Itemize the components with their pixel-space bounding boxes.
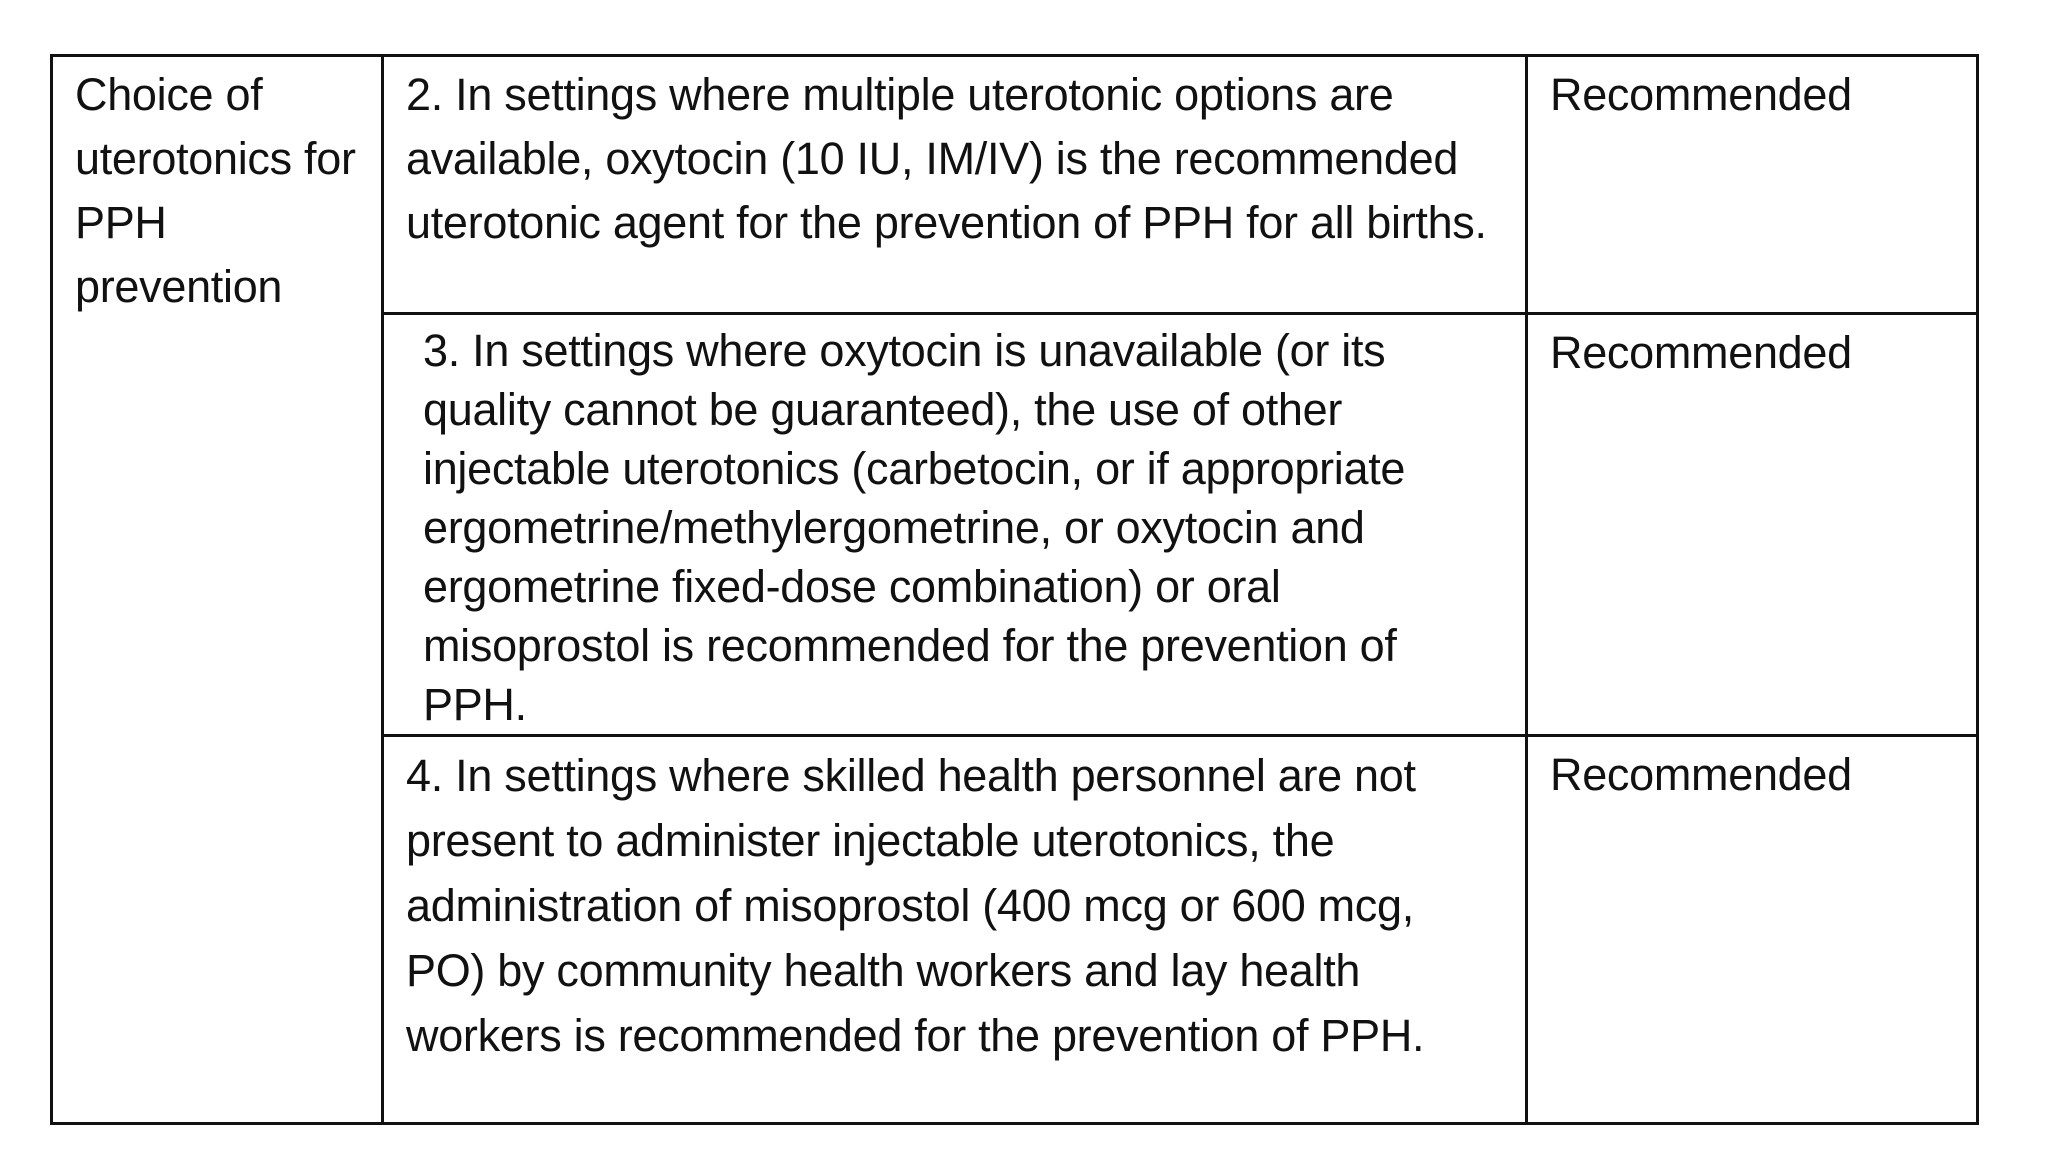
status-cell: Recommended <box>1527 736 1978 1124</box>
recommendation-cell: 2. In settings where multiple uterotonic options are available, oxytocin (10 IU, IM/IV) is the recommended uterotonic agent for the prevention of PPH for all births. <box>383 56 1527 314</box>
recommendation-cell: 4. In settings where skilled health personnel are not present to administer injectable uterotonics, the administration of misoprostol (400 mcg or 600 mcg, PO) by community health workers and lay health workers is recommended for the prevention of PPH. <box>383 736 1527 1124</box>
recommendation-cell: 3. In settings where oxytocin is unavailable (or its quality cannot be guaranteed), the use of other injectable uterotonics (carbetocin, or if appropriate ergometrine/methylergometrine, or oxytocin and ergometrine fixed-dose combination) or oral misoprostol is recommended for the prevention of PPH. <box>383 314 1527 736</box>
table-row <box>52 56 1978 314</box>
status-cell: Recommended <box>1527 56 1978 314</box>
recommendations-table <box>50 54 1979 1125</box>
status-cell: Recommended <box>1527 314 1978 736</box>
topic-cell: Choice of uterotonics for PPH prevention <box>52 56 383 1124</box>
